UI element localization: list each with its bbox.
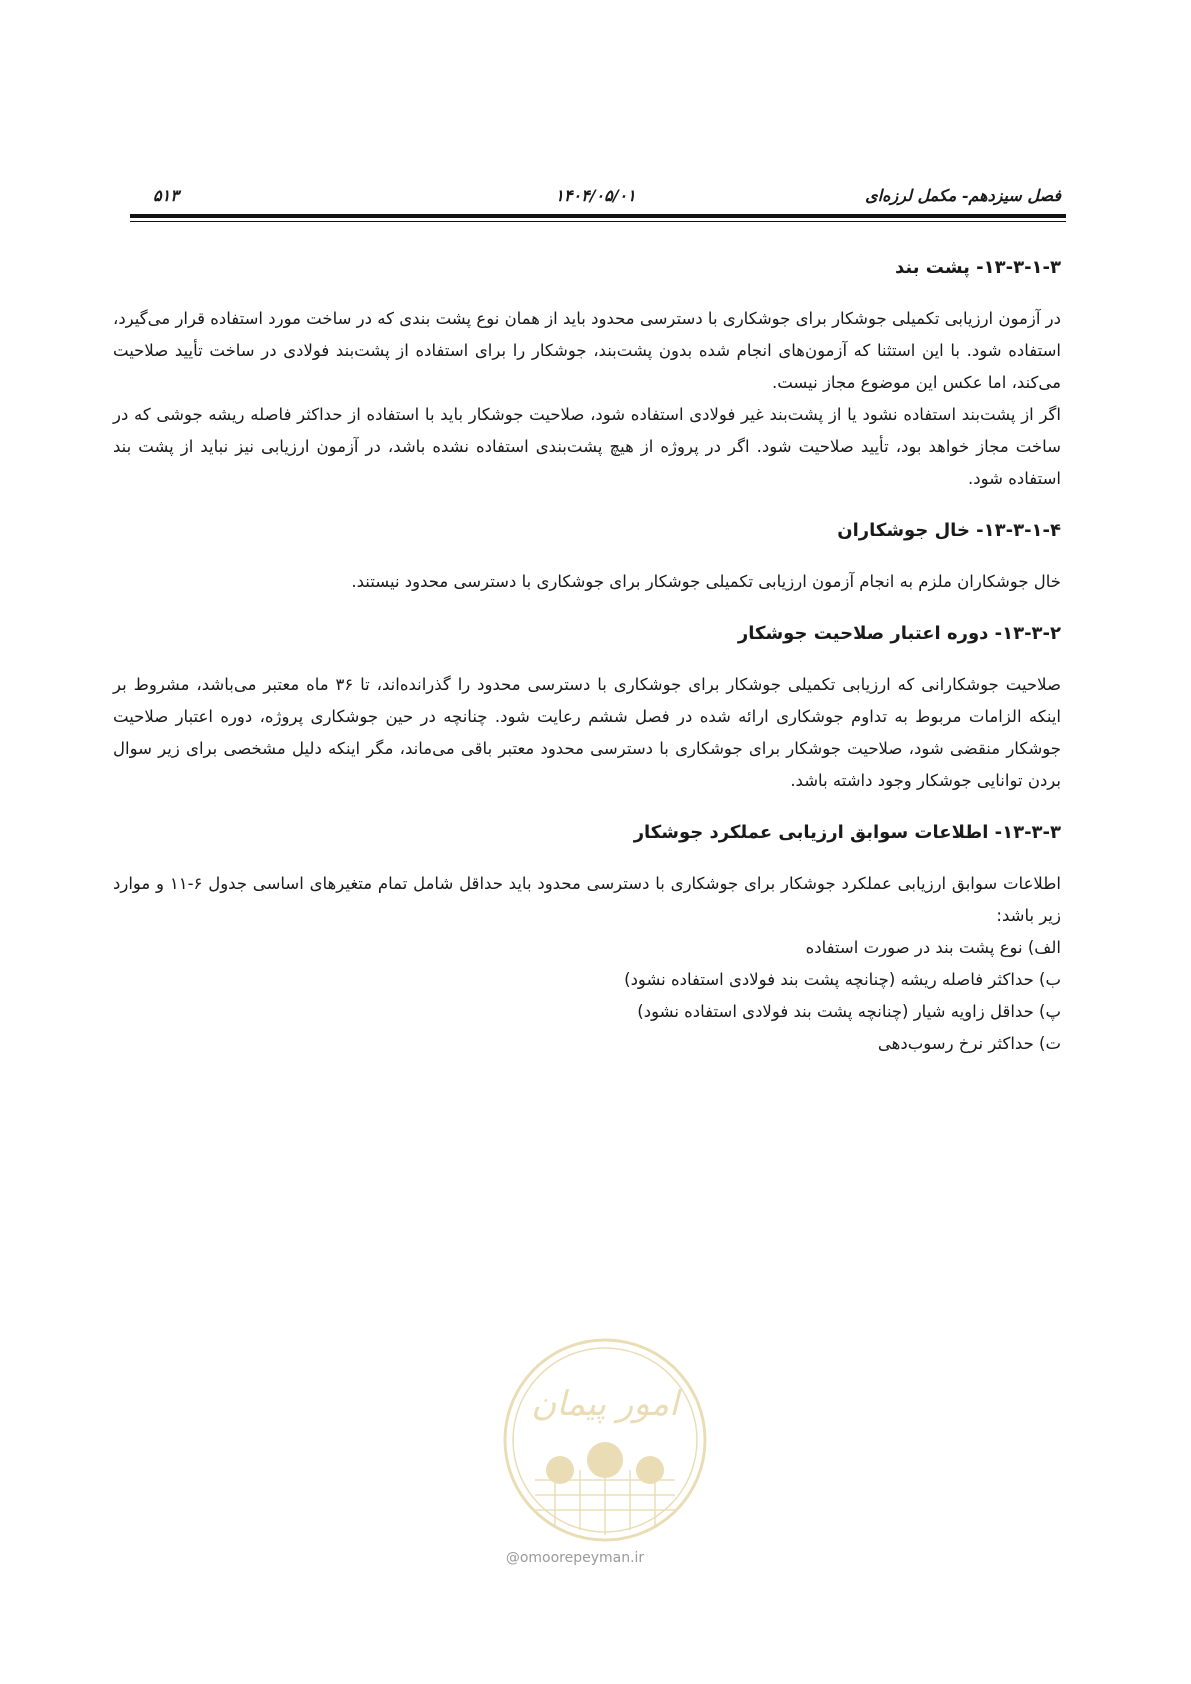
section-heading: ۱۳-۳-۲- دوره اعتبار صلاحیت جوشکار xyxy=(737,623,1061,644)
section-heading: ۱۳-۳-۱-۳- پشت بند xyxy=(895,257,1061,278)
list-item: الف) نوع پشت بند در صورت استفاده xyxy=(805,938,1061,957)
list-item: ت) حداکثر نرخ رسوب‌دهی xyxy=(877,1034,1061,1053)
page-body xyxy=(113,253,1061,1060)
paragraph: خال جوشکاران ملزم به انجام آزمون ارزیابی تکمیلی جوشکار برای جوشکاری با دسترسی محدود نیستند. xyxy=(351,572,1061,591)
watermark-logo-text: امور پیمان xyxy=(531,1384,679,1424)
page-header xyxy=(130,186,1061,210)
paragraph: صلاحیت جوشکارانی که ارزیابی تکمیلی جوشکار برای جوشکاری با دسترسی محدود را گذرانده‌اند، تا ۳۶ ماه معتبر می‌باشد، مشروط بر اینکه الزامات مربوط به تداوم جوشکاری ارائه شده در فصل ششم رعایت شود. چنانچه در حین جوشکاری پروژه، دوره اعتبار صلاحیت جوشکار منقضی شود، صلاحیت جوشکار برای جوشکاری با دسترسی محدود معتبر باقی می‌ماند، مگر اینکه دلیل مشخصی برای زیر سوال بردن توانایی جوشکار وجود داشته باشد. xyxy=(113,675,1061,790)
header-rule-thin xyxy=(130,221,1066,222)
paragraph: اگر از پشت‌بند استفاده نشود یا از پشت‌بند غیر فولادی استفاده شود، صلاحیت جوشکار باید با استفاده از حداکثر فاصله ریشه جوشی که در ساخت مجاز خواهد بود، تأیید صلاحیت شود. اگر در پروژه از هیچ پشت‌بندی استفاده نشده باشد، در آزمون ارزیابی نیز نباید از پشت بند استفاده شود. xyxy=(113,405,1061,488)
page-number: ۵۱۳ xyxy=(153,186,179,205)
watermark-logo xyxy=(495,1330,715,1550)
list-item: پ) حداقل زاویه شیار (چنانچه پشت بند فولادی استفاده نشود) xyxy=(637,1002,1061,1021)
list-item: ب) حداکثر فاصله ریشه (چنانچه پشت بند فولادی استفاده نشود) xyxy=(624,970,1061,989)
section-heading: ۱۳-۳-۳- اطلاعات سوابق ارزیابی عملکرد جوشکار xyxy=(633,822,1061,843)
header-date: ۱۴۰۴/۰۵/۰۱ xyxy=(555,186,636,205)
header-rule-thick xyxy=(130,214,1066,218)
paragraph: اطلاعات سوابق ارزیابی عملکرد جوشکار برای جوشکاری با دسترسی محدود باید حداقل شامل تمام متغیرهای اساسی جدول ۶-۱۱ و موارد زیر باشد: xyxy=(113,874,1061,925)
paragraph: در آزمون ارزیابی تکمیلی جوشکار برای جوشکاری با دسترسی محدود باید از همان نوع پشت بندی که در ساخت مورد استفاده قرار می‌گیرد، استفاده شود. با این استثنا که آزمون‌های انجام شده بدون پشت‌بند، جوشکار را برای استفاده از پشت‌بند فولادی در ساخت تأیید صلاحیت می‌کند، اما عکس این موضوع مجاز نیست. xyxy=(113,309,1061,392)
section-heading: ۱۳-۳-۱-۴- خال جوشکاران xyxy=(837,520,1061,541)
chapter-title: فصل سیزدهم- مکمل لرزه‌ای xyxy=(865,186,1061,205)
watermark-url: @omoorepeyman.ir xyxy=(505,1550,645,1566)
